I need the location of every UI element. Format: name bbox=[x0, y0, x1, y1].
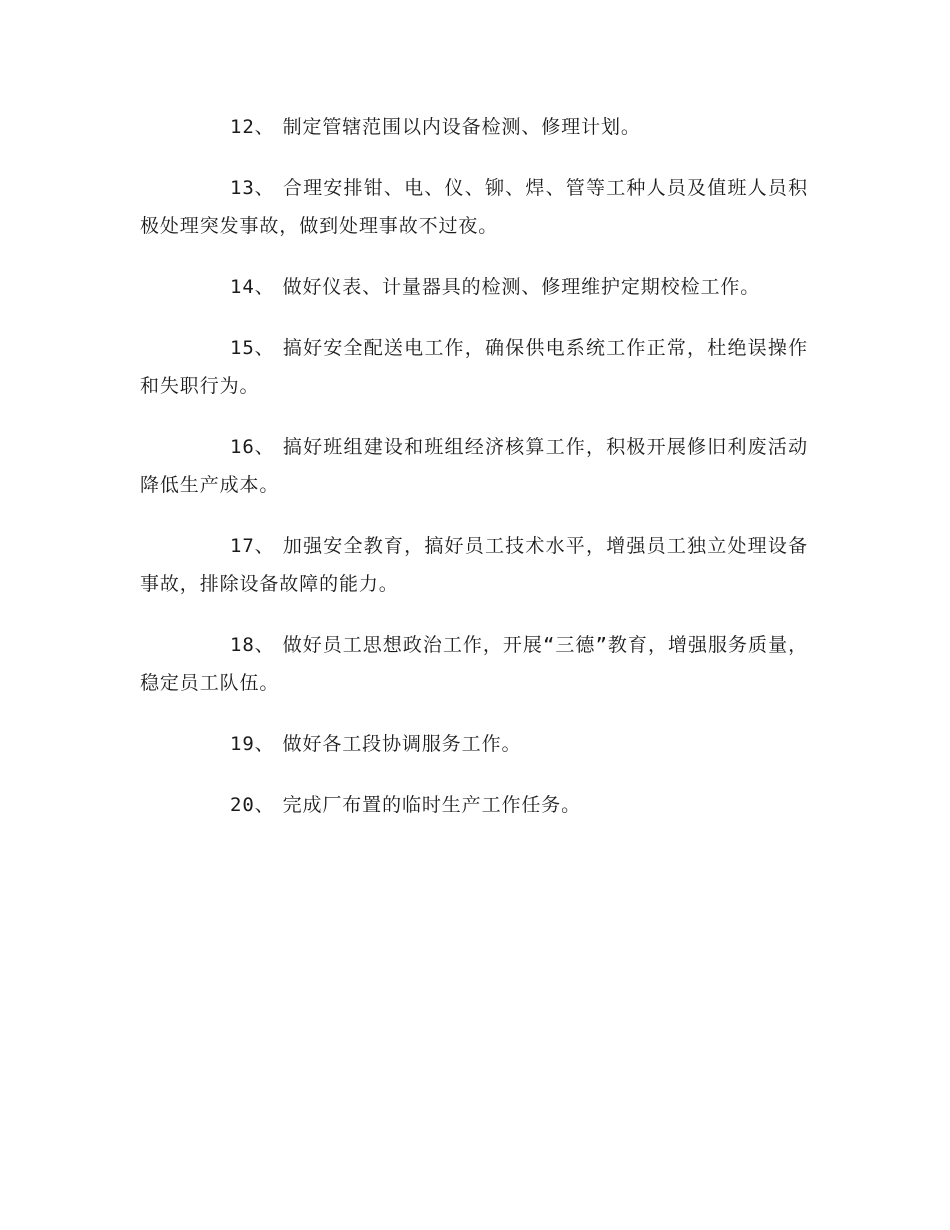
item-text: 制定管辖范围以内设备检测、修理计划。 bbox=[282, 116, 641, 138]
item-number: 18、 bbox=[230, 634, 275, 656]
list-item bbox=[140, 428, 808, 504]
list-item bbox=[140, 268, 808, 306]
item-text: 搞好安全配送电工作，确保供电系统工作正常，杜绝误操作和失职行为。 bbox=[140, 337, 808, 397]
item-text: 做好仪表、计量器具的检测、修理维护定期校检工作。 bbox=[282, 276, 761, 298]
item-text: 加强安全教育，搞好员工技术水平，增强员工独立处理设备事故，排除设备故障的能力。 bbox=[140, 535, 808, 595]
item-text: 搞好班组建设和班组经济核算工作，积极开展修旧利废活动降低生产成本。 bbox=[140, 436, 808, 496]
item-number: 12、 bbox=[230, 116, 275, 138]
document-body bbox=[140, 108, 808, 847]
item-number: 17、 bbox=[230, 535, 275, 557]
item-text: 做好员工思想政治工作，开展“三德”教育，增强服务质量，稳定员工队伍。 bbox=[140, 634, 808, 694]
item-text: 做好各工段协调服务工作。 bbox=[282, 733, 522, 755]
list-item bbox=[140, 527, 808, 603]
item-number: 14、 bbox=[230, 276, 275, 298]
item-number: 19、 bbox=[230, 733, 275, 755]
item-text: 完成厂布置的临时生产工作任务。 bbox=[282, 794, 582, 816]
item-number: 13、 bbox=[230, 177, 275, 199]
item-number: 20、 bbox=[230, 794, 275, 816]
item-text: 合理安排钳、电、仪、铆、焊、管等工种人员及值班人员积极处理突发事故，做到处理事故不过夜。 bbox=[140, 177, 808, 237]
list-item bbox=[140, 786, 808, 824]
list-item bbox=[140, 626, 808, 702]
list-item bbox=[140, 725, 808, 763]
list-item bbox=[140, 108, 808, 146]
item-number: 16、 bbox=[230, 436, 275, 458]
item-number: 15、 bbox=[230, 337, 275, 359]
list-item bbox=[140, 329, 808, 405]
list-item bbox=[140, 169, 808, 245]
